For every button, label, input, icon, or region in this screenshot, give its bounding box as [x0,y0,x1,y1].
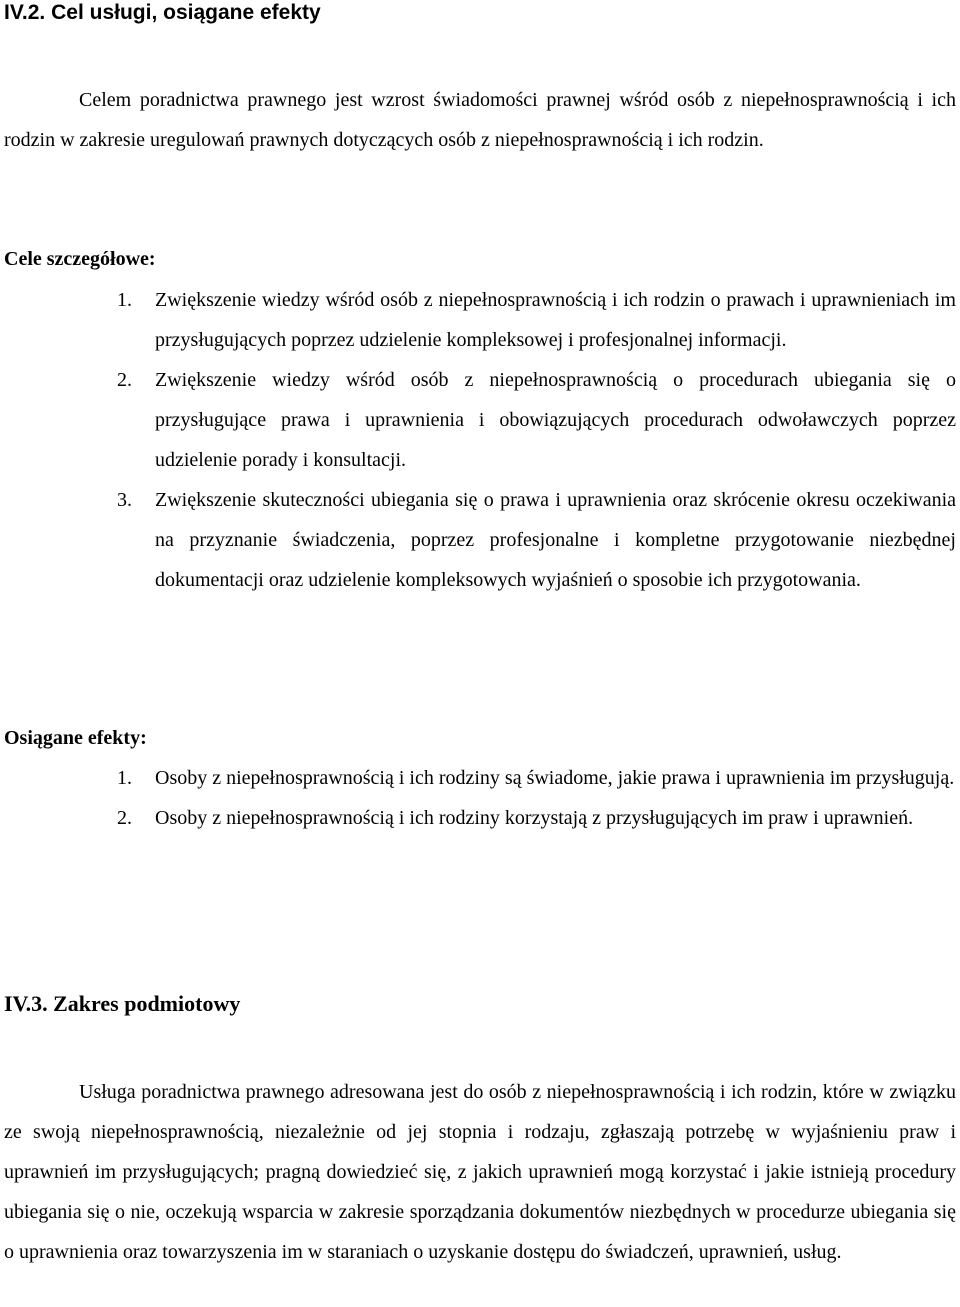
section-iv2-title: IV.2. Cel usługi, osiągane efekty [4,1,321,24]
effects-heading: Osiągane efekty: [4,727,147,749]
effect-text: Osoby z niepełnosprawnością i ich rodziny są świadome, jakie prawa i uprawnienia im przysługują. [155,767,955,789]
goal-number: 2. [117,369,132,391]
goals-list [0,280,956,600]
goal-item-2 [0,360,956,480]
section-iv3-title: IV.3. Zakres podmiotowy [4,991,241,1016]
effect-text: Osoby z niepełnosprawnością i ich rodziny korzystają z przysługujących im praw i uprawnień. [155,807,914,829]
goal-item-3 [0,480,956,600]
effect-item-2 [0,798,956,838]
goal-text: Zwiększenie wiedzy wśród osób z niepełnosprawnością i ich rodzin o prawach i uprawnieniach im przysługujących poprzez udzielenie kompleksowej i profesjonalnej informacji. [155,289,956,351]
goal-text: Zwiększenie skuteczności ubiegania się o prawa i uprawnienia oraz skrócenie okresu oczekiwania na przyznanie świadczenia, poprzez profesjonalne i kompletne przygotowanie niezbędnej dokumentacji oraz udzielenie kompleksowych wyjaśnień o sposobie ich przygotowania. [155,489,956,591]
effect-item-1 [0,758,956,798]
effect-number: 1. [117,767,132,789]
goal-text: Zwiększenie wiedzy wśród osób z niepełnosprawnością o procedurach ubiegania się o przysługujące prawa i uprawnienia i obowiązujących procedurach odwoławczych poprzez udzielenie porady i konsultacji. [155,369,956,471]
effect-number: 2. [117,807,132,829]
section-iv2-intro: Celem poradnictwa prawnego jest wzrost świadomości prawnej wśród osób z niepełnosprawnością i ich rodzin w zakresie uregulowań prawnych dotyczących osób z niepełnosprawnością i ich rodzin. [4,89,956,151]
goal-item-1 [0,280,956,360]
goal-number: 1. [117,289,132,311]
goal-number: 3. [117,489,132,511]
goals-heading: Cele szczegółowe: [4,248,156,270]
section-iv3-body: Usługa poradnictwa prawnego adresowana jest do osób z niepełnosprawnością i ich rodzin, które w związku ze swoją niepełnosprawnością, niezależnie od jej stopnia i rodzaju, zgłaszają potrzebę w wyjaśnieniu praw i uprawnień im przysługujących; pragną dowiedzieć się, z jakich uprawnień mogą korzystać i jakie istnieją procedury ubiegania się o nie, oczekują wsparcia w zakresie sporządzania dokumentów niezbędnych w procedurze ubiegania się o uprawnienia oraz towarzyszenia im w staraniach o uzyskanie dostępu do świadczeń, uprawnień, usług. [4,1081,956,1263]
effects-list [0,758,956,838]
